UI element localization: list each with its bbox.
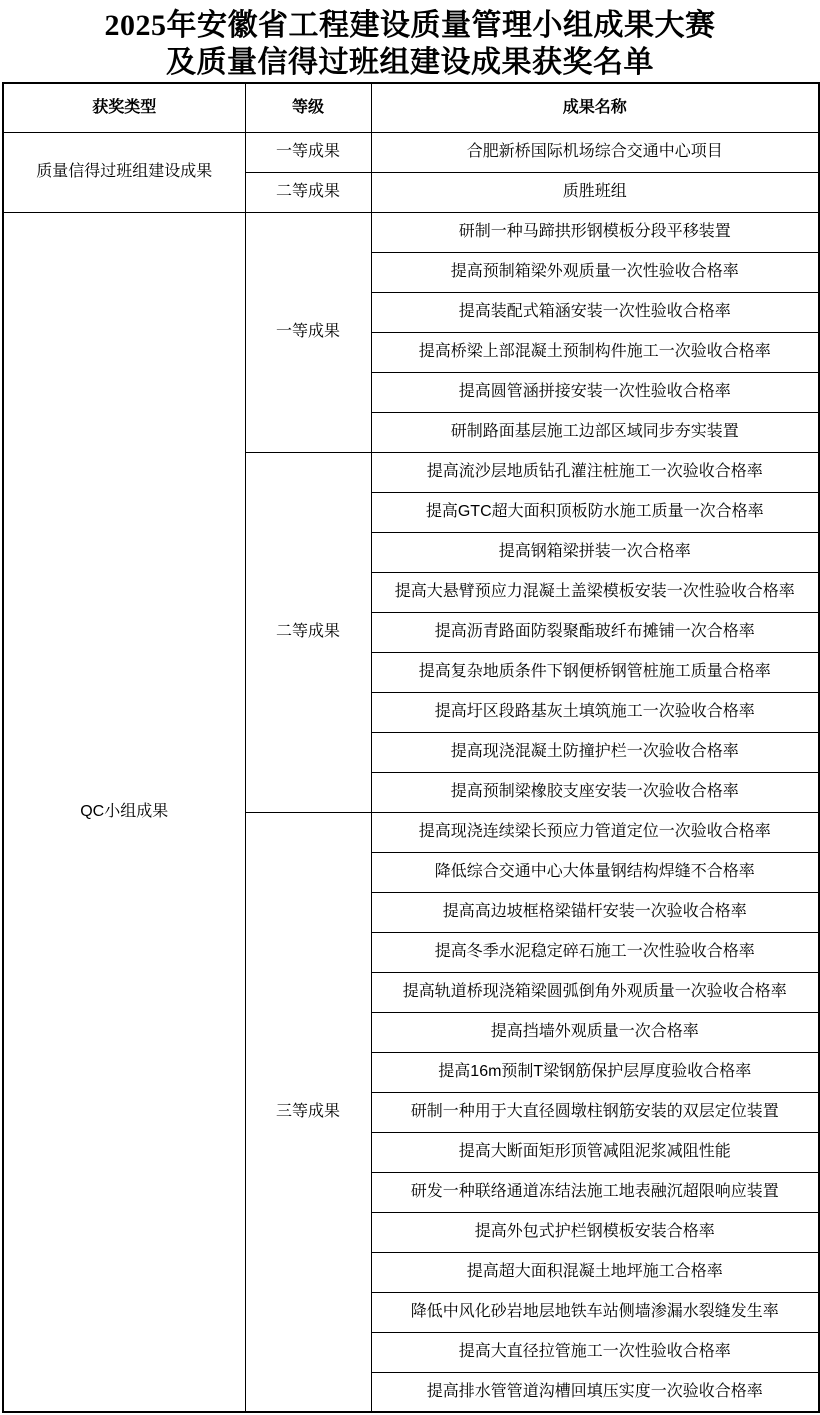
level-cell: 一等成果: [245, 132, 371, 172]
achievement-name-cell: 提高钢箱梁拼装一次合格率: [371, 532, 819, 572]
achievement-name-cell: 提高大直径拉管施工一次性验收合格率: [371, 1332, 819, 1372]
table-row: [3, 132, 819, 172]
achievement-name-cell: 研制一种马蹄拱形钢模板分段平移装置: [371, 212, 819, 252]
achievement-name-cell: 提高排水管管道沟槽回填压实度一次验收合格率: [371, 1372, 819, 1412]
header-award-type: 获奖类型: [3, 83, 245, 132]
achievement-name-cell: 降低综合交通中心大体量钢结构焊缝不合格率: [371, 852, 819, 892]
achievement-name-cell: 提高装配式箱涵安装一次性验收合格率: [371, 292, 819, 332]
achievement-name-cell: 研制路面基层施工边部区域同步夯实装置: [371, 412, 819, 452]
level-cell: 二等成果: [245, 452, 371, 812]
achievement-name-cell: 提高流沙层地质钻孔灌注桩施工一次验收合格率: [371, 452, 819, 492]
title-line-2: 及质量信得过班组建设成果获奖名单: [166, 46, 654, 79]
award-type-cell: QC小组成果: [3, 212, 245, 1412]
level-cell: 一等成果: [245, 212, 371, 452]
achievement-name-cell: 提高轨道桥现浇箱梁圆弧倒角外观质量一次验收合格率: [371, 972, 819, 1012]
achievement-name-cell: 提高桥梁上部混凝土预制构件施工一次验收合格率: [371, 332, 819, 372]
achievement-name-cell: 提高GTC超大面积顶板防水施工质量一次合格率: [371, 492, 819, 532]
achievement-name-cell: 合肥新桥国际机场综合交通中心项目: [371, 132, 819, 172]
achievement-name-cell: 提高复杂地质条件下钢便桥钢管桩施工质量合格率: [371, 652, 819, 692]
achievement-name-cell: 提高挡墙外观质量一次合格率: [371, 1012, 819, 1052]
achievement-name-cell: 提高预制梁橡胶支座安装一次验收合格率: [371, 772, 819, 812]
achievement-name-cell: 提高圩区段路基灰土填筑施工一次验收合格率: [371, 692, 819, 732]
achievement-name-cell: 提高冬季水泥稳定碎石施工一次性验收合格率: [371, 932, 819, 972]
achievement-name-cell: 质胜班组: [371, 172, 819, 212]
achievement-name-cell: 提高大悬臂预应力混凝土盖梁模板安装一次性验收合格率: [371, 572, 819, 612]
achievement-name-cell: 提高现浇连续梁长预应力管道定位一次验收合格率: [371, 812, 819, 852]
achievement-name-cell: 研制一种用于大直径圆墩柱钢筋安装的双层定位装置: [371, 1092, 819, 1132]
achievement-name-cell: 提高高边坡框格梁锚杆安装一次验收合格率: [371, 892, 819, 932]
achievement-name-cell: 提高预制箱梁外观质量一次性验收合格率: [371, 252, 819, 292]
header-level: 等级: [245, 83, 371, 132]
achievement-name-cell: 提高现浇混凝土防撞护栏一次验收合格率: [371, 732, 819, 772]
header-achievement-name: 成果名称: [371, 83, 819, 132]
awards-table: [2, 82, 820, 1413]
achievement-name-cell: 提高圆管涵拼接安装一次性验收合格率: [371, 372, 819, 412]
achievement-name-cell: 提高大断面矩形顶管减阻泥浆减阻性能: [371, 1132, 819, 1172]
achievement-name-cell: 提高超大面积混凝土地坪施工合格率: [371, 1252, 819, 1292]
achievement-name-cell: 提高16m预制T梁钢筋保护层厚度验收合格率: [371, 1052, 819, 1092]
achievement-name-cell: 提高外包式护栏钢模板安装合格率: [371, 1212, 819, 1252]
achievement-name-cell: 降低中风化砂岩地层地铁车站侧墙渗漏水裂缝发生率: [371, 1292, 819, 1332]
table-row: [3, 212, 819, 252]
award-type-cell: 质量信得过班组建设成果: [3, 132, 245, 212]
level-cell: 二等成果: [245, 172, 371, 212]
table-header-row: [3, 83, 819, 132]
achievement-name-cell: 研发一种联络通道冻结法施工地表融沉超限响应装置: [371, 1172, 819, 1212]
title-line-1: 2025年安徽省工程建设质量管理小组成果大赛: [104, 9, 716, 42]
document-title: [0, 0, 820, 81]
level-cell: 三等成果: [245, 812, 371, 1412]
achievement-name-cell: 提高沥青路面防裂聚酯玻纤布摊铺一次合格率: [371, 612, 819, 652]
